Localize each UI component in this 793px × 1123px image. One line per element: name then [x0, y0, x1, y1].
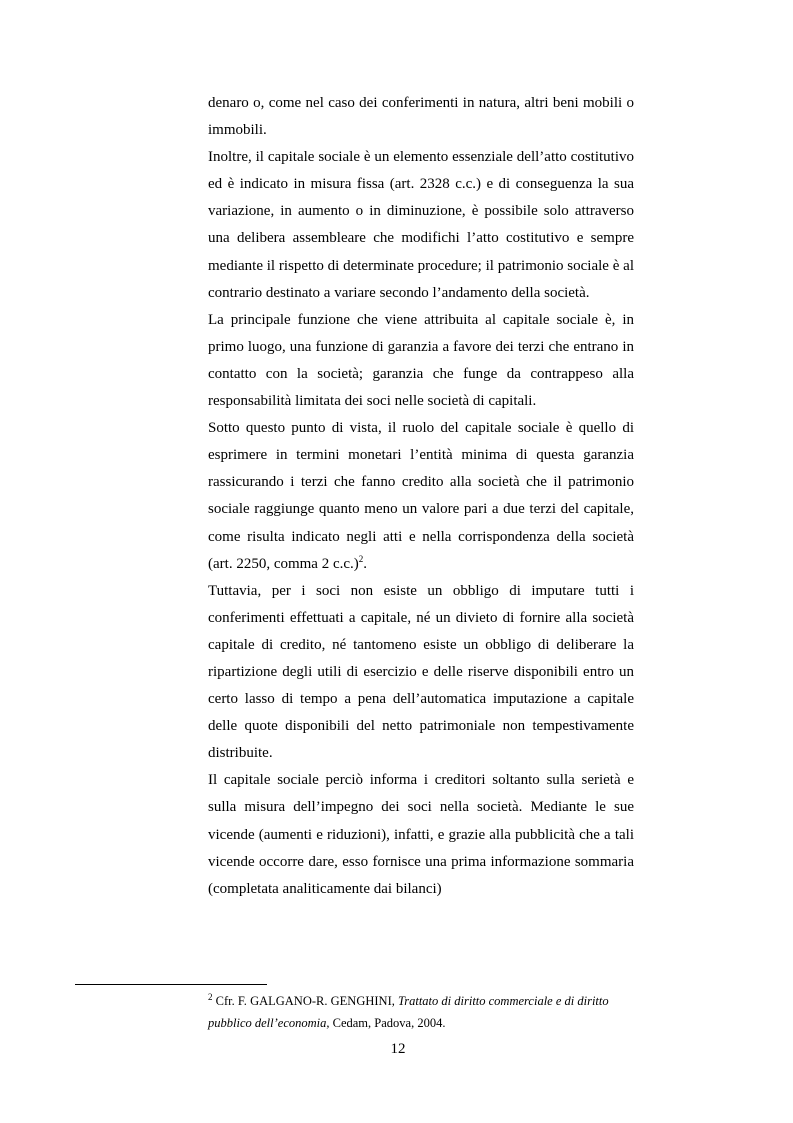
- footnote-author-1: ALGANO: [259, 994, 312, 1008]
- footnote-prefix: Cfr. F.: [215, 994, 251, 1008]
- paragraph-2: Inoltre, il capitale sociale è un elemento essenziale dell’atto costitutivo ed è indicato in misura fissa (art. 2328 c.c.) e di conseguenza la sua variazione, in aumento o in diminuzione, è possibile solo attraverso una delibera assembleare che modifichi l’atto costitutivo e sempre mediante il rispetto di determinate procedure; il patrimonio sociale è al contrario destinato a variare secondo l’andamento della società.: [208, 149, 634, 301]
- footnote-reference[interactable]: 2: [358, 553, 364, 564]
- paragraph-3: La principale funzione che viene attribuita al capitale sociale è, in primo luogo, una funzione di garanzia a favore dei terzi che entrano in contatto con la società; garanzia che funge da contrappeso alla responsabilità limitata dei soci nelle società di capitali.: [208, 311, 634, 410]
- paragraph-1: denaro o, come nel caso dei conferimenti in natura, altri beni mobili o immobili.: [208, 95, 634, 139]
- footnote-number: 2: [208, 991, 213, 1002]
- page-number: 12: [390, 1041, 406, 1057]
- body-text: [208, 90, 634, 903]
- paragraph-4: [208, 415, 634, 578]
- footnote-title: Trattato di diritto commerciale e di diritto pubblico dell’economia,: [208, 994, 609, 1030]
- footnote-author-1-initial: G: [250, 994, 260, 1008]
- paragraph-6: Il capitale sociale perciò informa i creditori soltanto sulla serietà e sulla misura dell’impegno dei soci nella società. Mediante le sue vicende (aumenti e riduzioni), infatti, e grazie alla pubblicità che a tali vicende occorre dare, esso fornisce una prima informazione sommaria (completata analiticamente dai bilanci): [208, 772, 634, 897]
- paragraph-5: Tuttavia, per i soci non esiste un obbligo di imputare tutti i conferimenti effettuati a capitale, né un divieto di fornire alla società capitale di credito, né tantomeno esiste un obbligo di deliberare la ripartizione degli utili di esercizio e delle riserve disponibili entro un certo lasso di tempo a pena dell’automatica imputazione a capitale delle quote disponibili del netto patrimoniale non tempestivamente distribuite.: [208, 582, 634, 762]
- paragraph-4-text: Sotto questo punto di vista, il ruolo del capitale sociale è quello di esprimere in termini monetari l’entità minima di questa garanzia rassicurando i terzi che fanno credito alla società che il patrimonio sociale raggiunge quanto meno un valore pari a due terzi del capitale, come risulta indicato negli atti e nella corrispondenza della società (art. 2250, comma 2 c.c.): [208, 420, 634, 572]
- paragraph-4-end: .: [363, 555, 368, 572]
- footnote-comma: ,: [391, 994, 398, 1008]
- footnote-author-2-initial: G: [330, 994, 340, 1008]
- footnote-author-sep: -R.: [311, 994, 331, 1008]
- footnote-separator: [75, 984, 267, 985]
- footnote-author-2: ENGHINI: [339, 994, 392, 1008]
- footnote-publisher: Cedam, Padova, 2004.: [329, 1016, 446, 1030]
- footnote: [208, 990, 638, 1034]
